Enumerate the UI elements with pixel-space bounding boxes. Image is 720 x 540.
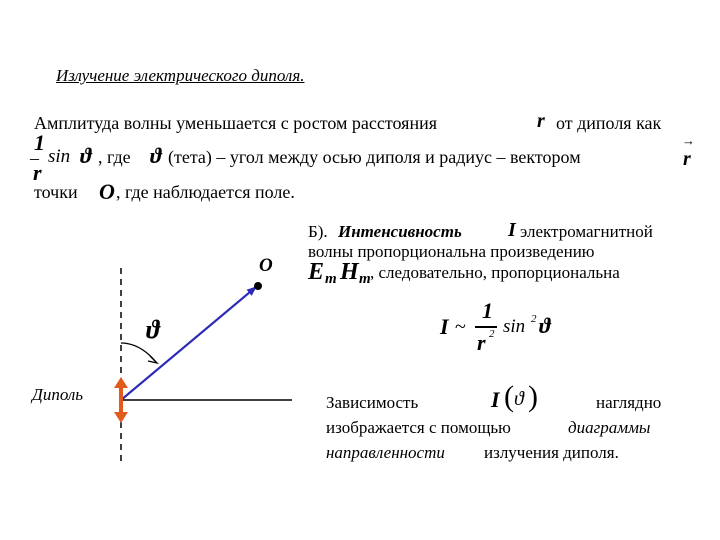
fraction-dash: – — [30, 148, 39, 168]
fraction-denominator: r — [33, 160, 42, 185]
theta-symbol-1: ϑ — [80, 143, 92, 168]
point-O-dot — [254, 282, 262, 290]
para-c-line3-italic: направленности — [326, 443, 445, 462]
para1-line2-text: , где — [98, 147, 131, 167]
para-b-H: H — [340, 259, 359, 285]
formula-theta: ϑ — [539, 313, 551, 338]
angle-arc — [121, 343, 156, 362]
para-c-line2-italic: диаграммы — [568, 418, 651, 437]
para-b-m2: m — [359, 271, 371, 287]
formula-denominator-exp: 2 — [489, 328, 495, 340]
para-b-line3-tail: , следовательно, пропорциональна — [370, 263, 620, 282]
para-b-prefix: Б). — [308, 222, 328, 241]
para-c-paren-left: ( — [504, 380, 514, 413]
formula-denominator: r — [477, 330, 486, 355]
angle-arc-arrow — [148, 356, 157, 363]
para-c-word1: Зависимость — [326, 393, 419, 412]
slide-title: Излучение электрического диполя. — [56, 66, 305, 85]
para-b-symbol-I: I — [508, 219, 516, 241]
para-b-m1: m — [325, 271, 337, 287]
formula-sin-exp: 2 — [531, 313, 537, 325]
dipole-arrow-bottom — [114, 412, 128, 423]
diagram-angle-label: ϑ — [146, 315, 160, 344]
dipole-label: Диполь — [32, 385, 84, 404]
para-c-func-arg: ϑ — [514, 388, 524, 410]
para-b-term: Интенсивность — [338, 222, 462, 241]
dipole-arrow-top — [114, 377, 128, 388]
diagram-point-label: O — [259, 255, 273, 276]
formula-sin: sin — [503, 316, 526, 337]
para-c-func-I: I — [491, 387, 500, 412]
formula-numerator: 1 — [482, 298, 493, 323]
para1-line1-tail: от диполя как — [556, 113, 662, 133]
para-c-line3-text: излучения диполя. — [484, 443, 619, 462]
formula-I: I — [440, 314, 449, 339]
vector-r: r — [683, 148, 691, 170]
radius-vector — [121, 287, 256, 400]
para-b-line1-tail: электромагнитной — [520, 222, 653, 241]
para1-line1-symbol-r: r — [537, 110, 545, 132]
para-c-paren-right: ) — [528, 380, 538, 413]
fraction-numerator: 1 — [34, 130, 45, 155]
para1-line1-text: Амплитуда волны уменьшается с ростом расстояния — [34, 113, 437, 133]
para1-line3-text: точки — [34, 182, 78, 202]
para-b-E: E — [308, 259, 325, 285]
para-c-word2: наглядно — [596, 393, 662, 412]
theta-symbol-2: ϑ — [150, 143, 162, 168]
sin-function: sin — [48, 146, 71, 167]
point-O-symbol: O — [99, 179, 115, 204]
para-c-line2-text: изображается с помощью — [326, 418, 511, 437]
para1-line3-tail: , где наблюдается поле. — [116, 182, 295, 202]
para-b-line2: волны пропорциональна произведению — [308, 242, 595, 261]
vector-arrow: → — [682, 133, 695, 148]
formula-tilde: ~ — [455, 316, 466, 338]
para1-line2-mid: (тета) – угол между осью диполя и радиус – вектором — [168, 147, 581, 167]
